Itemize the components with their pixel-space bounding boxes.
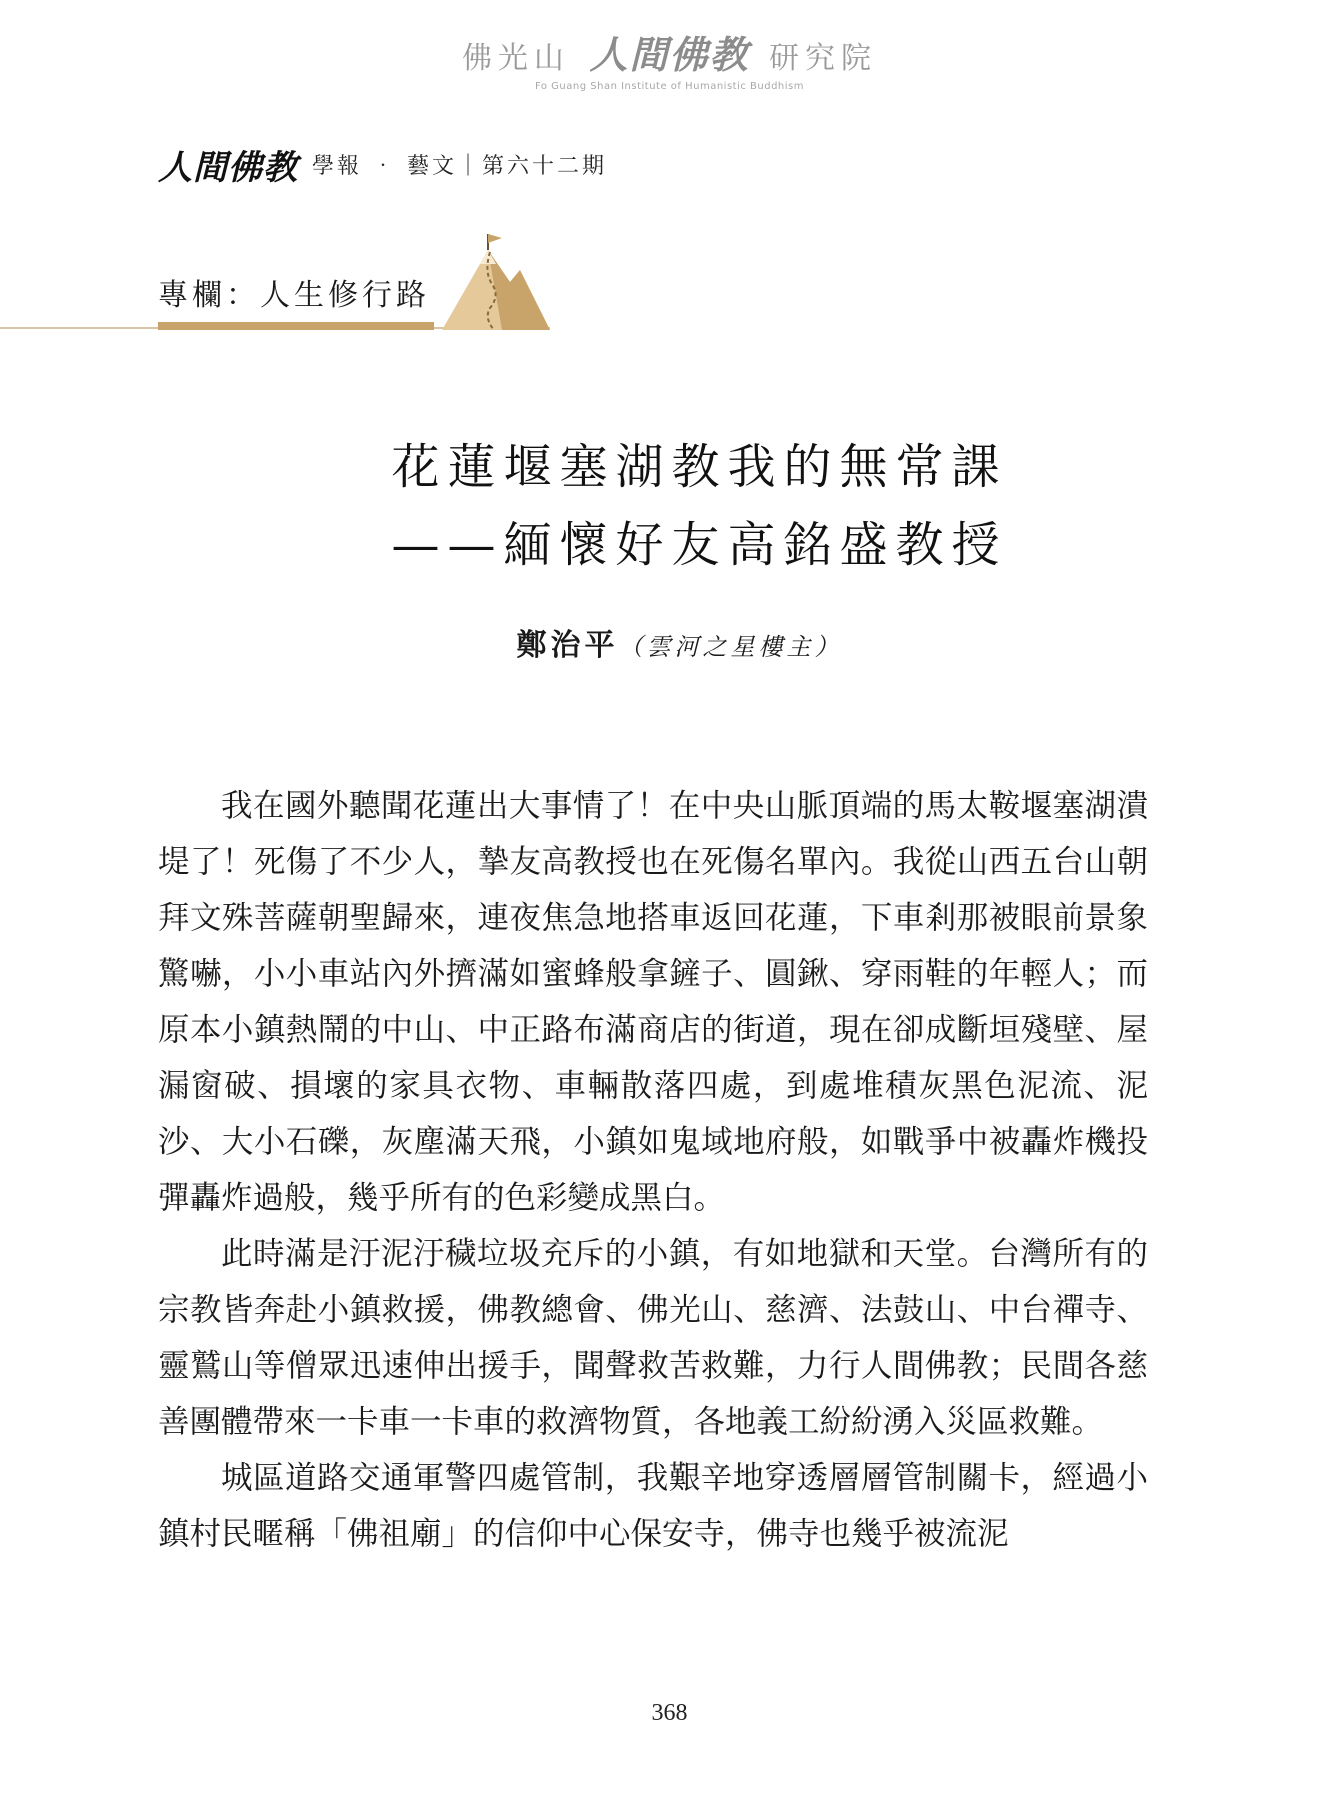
institute-english-name: Fo Guang Shan Institute of Humanistic Buddhism <box>534 81 804 92</box>
author-note: （雲河之星樓主） <box>618 633 843 661</box>
institute-header <box>0 24 1339 92</box>
journal-logo: 人間佛教 <box>158 148 298 188</box>
column-label: 專欄：人生修行路 <box>158 278 430 313</box>
title-main: 花蓮堰塞湖教我的無常課 <box>391 439 1008 495</box>
journal-header <box>158 140 607 189</box>
author-name: 鄭治平 <box>516 628 619 663</box>
mountain-flag-icon <box>440 232 552 332</box>
institute-name <box>0 24 1339 79</box>
page-number: 368 <box>651 1700 688 1726</box>
institute-brand-logo: 人間佛教 <box>589 32 750 77</box>
institute-suffix: 研究院 <box>769 41 878 76</box>
column-underline <box>158 322 434 330</box>
institute-prefix: 佛光山 <box>461 41 570 76</box>
paragraph: 我在國外聽聞花蓮出大事情了！在中央山脈頂端的馬太鞍堰塞湖潰堤了！死傷了不少人，摯友高教授也在死傷名單內。我從山西五台山朝拜文殊菩薩朝聖歸來，連夜焦急地搭車返回花蓮，下車剎那被眼前景象驚嚇，小小車站內外擠滿如蜜蜂般拿鏟子、圓鍬、穿雨鞋的年輕人；而原本小鎮熱鬧的中山、中正路布滿商店的街道，現在卻成斷垣殘壁、屋漏窗破、損壞的家具衣物、車輛散落四處，到處堆積灰黑色泥流、泥沙、大小石礫，灰塵滿天飛，小鎮如鬼域地府般，如戰爭中被轟炸機投彈轟炸過般，幾乎所有的色彩變成黑白。 <box>158 788 1148 1216</box>
article-title <box>0 428 1339 584</box>
author-line <box>0 620 1339 664</box>
title-subtitle: ——緬懷好友高銘盛教授 <box>391 517 1008 573</box>
paragraph: 城區道路交通軍警四處管制，我艱辛地穿透層層管制關卡，經過小鎮村民暱稱「佛祖廟」的信仰中心保安寺，佛寺也幾乎被流泥 <box>158 1460 1148 1552</box>
paragraph: 此時滿是汙泥汙穢垃圾充斥的小鎮，有如地獄和天堂。台灣所有的宗教皆奔赴小鎮救援，佛教總會、佛光山、慈濟、法鼓山、中台禪寺、靈鷲山等僧眾迅速伸出援手，聞聲救苦救難，力行人間佛教；民間各慈善團體帶來一卡車一卡車的救濟物質，各地義工紛紛湧入災區救難。 <box>158 1236 1148 1440</box>
journal-issue-info: 學報 ‧ 藝文｜第六十二期 <box>312 154 607 179</box>
article-body <box>158 778 1148 1562</box>
